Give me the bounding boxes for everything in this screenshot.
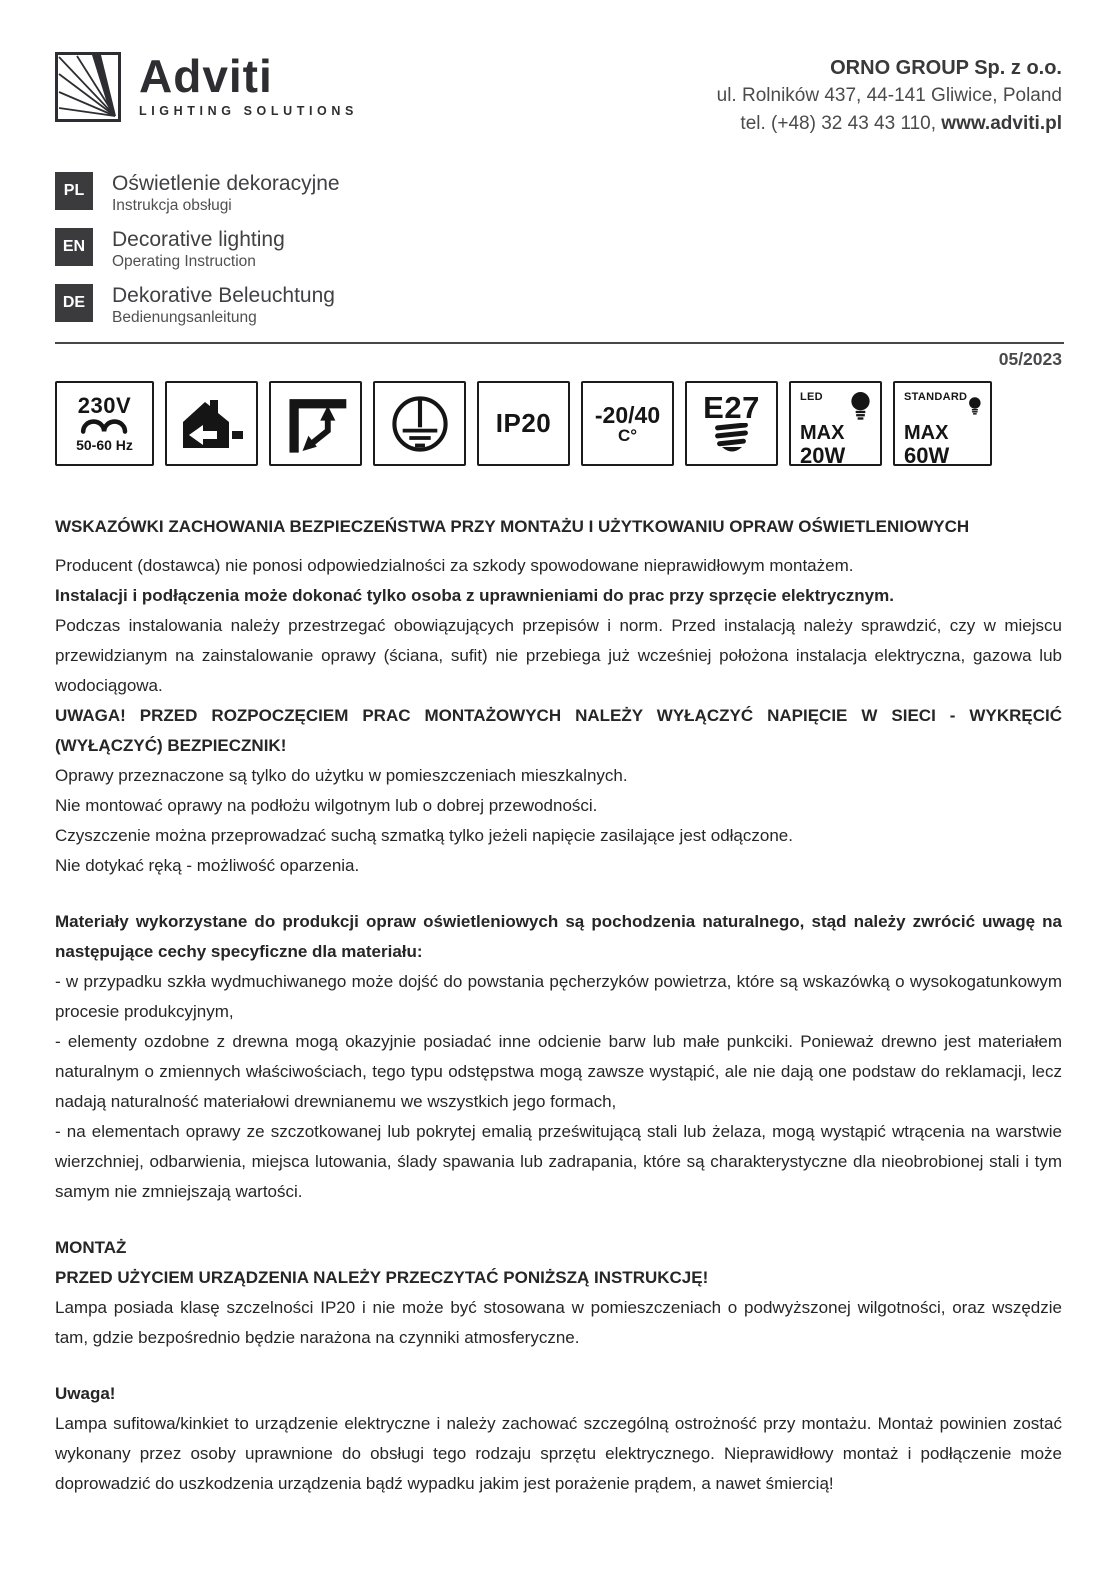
paragraph: Podczas instalowania należy przestrzegać obowiązujących przepisów i norm. Przed instalacją należy sprawdzić, czy w miejscu przewidzianym na zainstalowanie oprawy (ściana, sufit) nie przebiega już wcześniej położona instalacja elektryczna, gazowa lub wodociągowa. [55,616,1062,695]
led-label: LED [800,391,823,403]
de-badge: DE [55,284,93,322]
paragraph: - na elementach oprawy ze szczotkowanej lub pokrytej emalią prześwitującą stali lub żelaza, mogą wystąpić wtrącenia na warstwie wierzchniej, odbarwienia, miejsca lutowania, ślady spawania lub zadrapania, które są charakterystyczne dla nieobrobionej stali i tym samym nie zmniejszają wartości. [55,1122,1062,1201]
company-phone: tel. (+48) 32 43 43 110, [740,113,942,134]
pl-title: Oświetlenie dekoracyjne [112,172,340,195]
standard-watt-value: 60W [904,443,950,468]
corner-arrow-icon [284,393,348,455]
house-arrow-icon [179,396,245,452]
language-row-de [55,284,1119,327]
company-website-link[interactable]: www.adviti.pl [941,113,1062,134]
ip-rating-icon [477,381,570,466]
company-street: ul. Rolników 437, 44-141 Gliwice, Poland [716,85,1062,106]
paragraph: Uwaga! [55,1384,116,1403]
voltage-value: 230V [77,392,132,418]
bulb-icon [848,391,873,421]
en-subtitle: Operating Instruction [112,253,256,270]
indoor-use-icon [165,381,258,466]
standard-max-label: MAX [904,422,949,444]
en-badge: EN [55,228,93,266]
paragraph: Czyszczenie można przeprowadzać suchą szmatką tylko jeżeli napięcie zasilające jest odłączone. [55,826,793,845]
ground-symbol-icon [387,391,453,457]
language-row-en [55,228,1119,271]
company-address-block [717,52,1062,138]
led-max-label: MAX [800,422,845,444]
bulb-icon [967,391,983,421]
voltage-icon [55,381,154,466]
de-title: Dekorative Beleuchtung [112,284,335,307]
section-heading: WSKAZÓWKI ZACHOWANIA BEZPIECZEŃSTWA PRZY MONTAŻU I UŻYTKOWANIU OPRAW OŚWIETLENIOWYCH [55,517,970,536]
socket-type-value: E27 [703,389,760,425]
header [0,0,1119,138]
de-subtitle: Bedienungsanleitung [112,309,257,326]
standard-label: STANDARD [904,391,968,403]
spec-icon-row [55,381,1119,466]
paragraph: PRZED UŻYCIEM URZĄDZENIA NALEŻY PRZECZYTAĆ PONIŻSZĄ INSTRUKCJĘ! [55,1268,709,1287]
temperature-value: -20/40 [594,401,661,428]
ip-rating-value: IP20 [495,408,552,438]
paragraph: Producent (dostawca) nie ponosi odpowiedzialności za szkody spowodowane nieprawidłowym montażem. [55,556,854,575]
language-row-pl [55,172,1119,215]
temperature-unit: C° [617,425,638,445]
paragraph: MONTAŻ [55,1238,127,1257]
revision-date: 05/2023 [998,349,1062,369]
paragraph: - elementy ozdobne z drewna mogą okazyjnie posiadać inne odcienie barw lub małe punkciki. Ponieważ drewno jest materiałem naturalnym o zmiennych właściwościach, tego typu odstępstwa mogą zawsze wystąpić, ale nie dają one podstaw do reklamacji, lecz nadają naturalność materiałowi drewnianemu we wszystkich jego formach, [55,1032,1062,1111]
paragraph: Lampa sufitowa/kinkiet to urządzenie elektryczne i należy zachować szczególną ostrożność przy montażu. Montaż powinien zostać wykonany przez osoby uprawnione do obsługi tego rodzaju sprzętu elektrycznego. Nieprawidłowy montaż i podłączenie może doprowadzić do uszkodzenia urządzenia bądź wypadku jakim jest porażenie prądem, a nawet śmiercią! [55,1414,1062,1493]
standard-max-power-icon [893,381,992,466]
paragraph: - w przypadku szkła wydmuchiwanego może dojść do powstania pęcherzyków powietrza, które są wskazówką o wysokogatunkowym procesie produkcyjnym, [55,972,1062,1021]
paragraph: Materiały wykorzystane do produkcji opraw oświetleniowych są pochodzenia naturalnego, stąd należy zwrócić uwagę na następujące cechy specyficzne dla materiału: [55,912,1062,961]
company-name: ORNO GROUP Sp. z o.o. [830,57,1062,79]
paragraph: Nie dotykać ręką - możliwość oparzenia. [55,856,360,875]
led-watt-value: 20W [800,443,846,468]
temperature-range-icon [581,381,674,466]
frequency-value: 50-60 Hz [76,436,133,453]
logo-tagline: LIGHTING SOLUTIONS [139,104,358,118]
wall-ceiling-mount-icon [269,381,362,466]
company-contact [717,110,1062,138]
logo-wordmark: Adviti [139,50,273,102]
paragraph: Nie montować oprawy na podłożu wilgotnym lub o dobrej przewodności. [55,796,598,815]
adviti-logo-icon [55,52,121,122]
paragraph: Oprawy przeznaczone są tylko do użytku w pomieszczeniach mieszkalnych. [55,766,628,785]
adviti-logo [55,52,358,122]
protective-earth-icon [373,381,466,466]
language-sections [55,172,1119,327]
adviti-logo-text [139,52,358,118]
paragraph: UWAGA! PRZED ROZPOCZĘCIEM PRAC MONTAŻOWYCH NALEŻY WYŁĄCZYĆ NAPIĘCIE W SIECI - WYKRĘCIĆ (WYŁĄCZYĆ) BEZPIECZNIK! [55,706,1062,755]
en-title: Decorative lighting [112,228,285,251]
socket-type-icon [685,381,778,466]
paragraph: Lampa posiada klasę szczelności IP20 i nie może być stosowana w pomieszczeniach o podwyższonej wilgotności, oraz wszędzie tam, gdzie bezpośrednio będzie narażona na czynniki atmosferyczne. [55,1298,1062,1347]
sine-wave-icon [79,417,131,437]
pl-badge: PL [55,172,93,210]
paragraph: Instalacji i podłączenia może dokonać tylko osoba z uprawnieniami do prac przy sprzęcie elektrycznym. [55,586,894,605]
divider-line [55,342,1064,344]
led-max-power-icon [789,381,882,466]
pl-subtitle: Instrukcja obsługi [112,197,232,214]
body-sections [55,512,1062,1499]
screw-base-icon [713,423,751,455]
